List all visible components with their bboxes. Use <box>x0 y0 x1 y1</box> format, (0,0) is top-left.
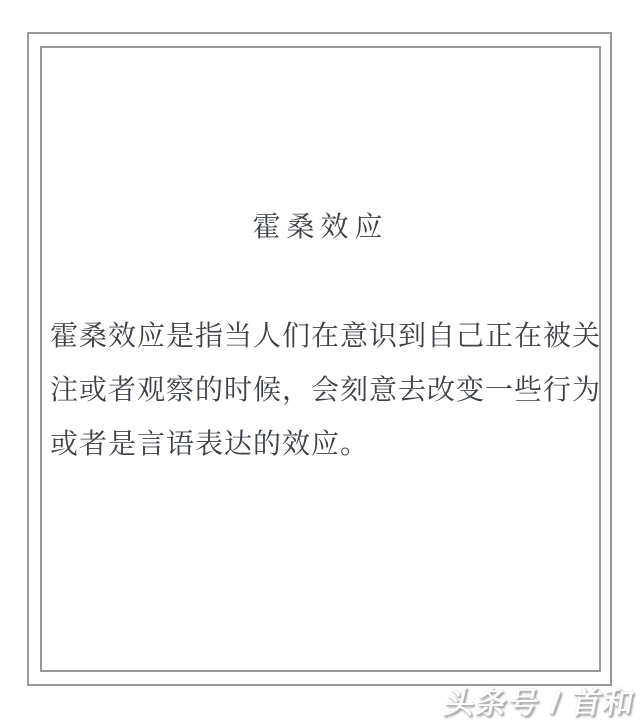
card-body <box>50 320 602 484</box>
body-line-2: 注或者观察的时候，会刻意去改变一些行为 <box>50 374 602 405</box>
watermark-label: 头条号 / 首和 <box>441 687 639 720</box>
body-line-3: 或者是言语表达的效应。 <box>50 428 370 459</box>
body-line-1: 霍桑效应是指当人们在意识到自己正在被关 <box>50 320 602 351</box>
card-title: 霍桑效应 <box>252 211 389 242</box>
